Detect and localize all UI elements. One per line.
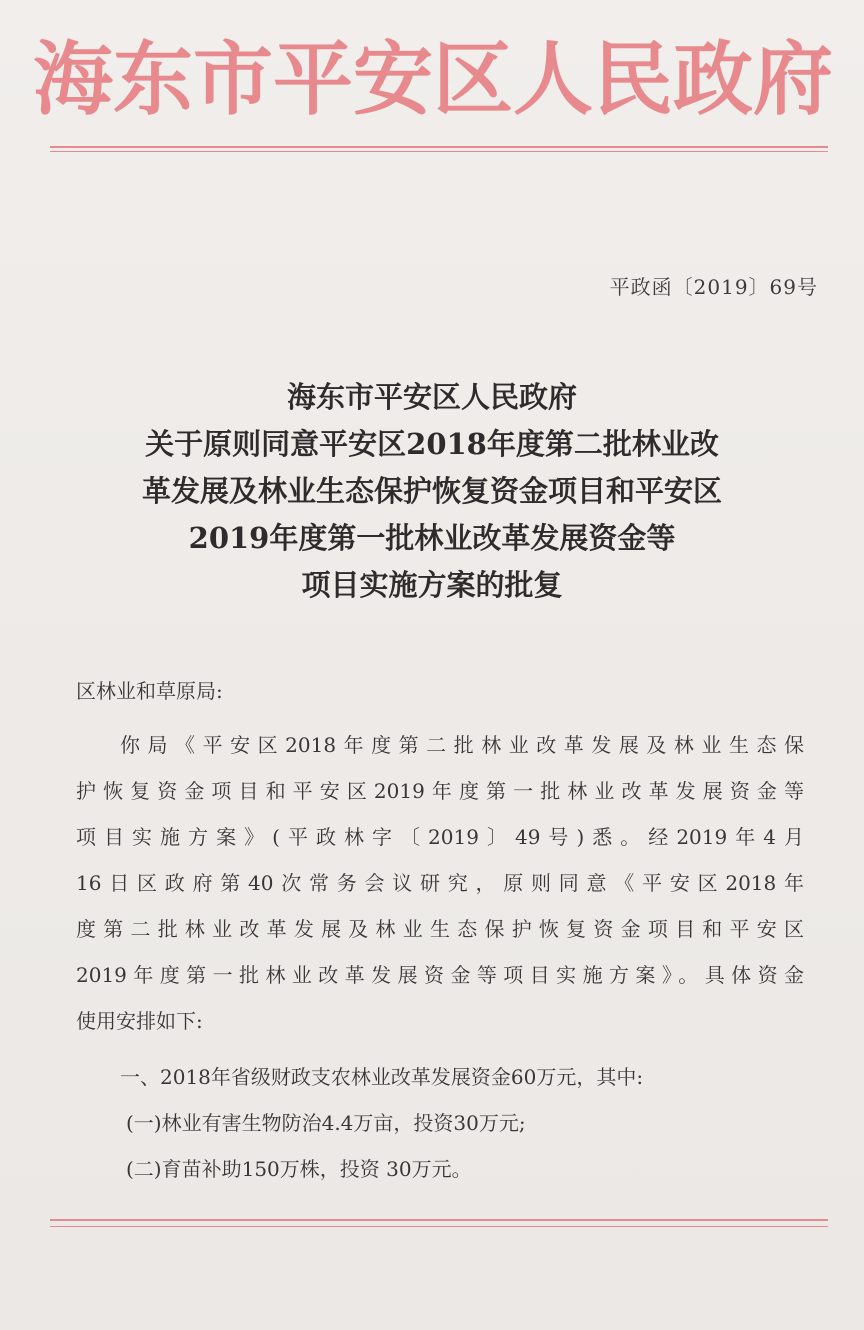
body-line: 项目实施方案》(平政林字〔2019〕49号)悉。经2019年4月	[76, 825, 804, 849]
body-line: 你局《平安区2018年度第二批林业改革发展及林业生态保	[120, 733, 804, 757]
title-line: 关于原则同意平安区2018年度第二批林业改	[145, 427, 719, 461]
title-line: 2019年度第一批林业改革发展资金等	[188, 521, 676, 555]
funding-item-list	[76, 1054, 804, 1192]
body-line: 16日区政府第40次常务会议研究，原则同意《平安区2018年	[76, 871, 804, 895]
title-line: 革发展及林业生态保护恢复资金项目和平安区	[141, 474, 722, 508]
body-line: 护恢复资金项目和平安区2019年度第一批林业改革发展资金等	[76, 779, 804, 803]
footer-rule-thin	[50, 1226, 828, 1227]
funding-item: 一、2018年省级财政支农林业改革发展资金60万元，其中:	[120, 1065, 644, 1089]
body-line: 2019年度第一批林业改革发展资金等项目实施方案》。具体资金	[76, 963, 804, 987]
footer-rule-thick	[50, 1219, 828, 1221]
addressee: 区林业和草原局:	[76, 679, 223, 703]
title-line: 项目实施方案的批复	[301, 568, 563, 602]
body-line: 使用安排如下:	[76, 1009, 203, 1033]
title-line: 海东市平安区人民政府	[286, 380, 577, 414]
document-title	[40, 374, 824, 609]
header-rule-thick	[50, 146, 828, 148]
funding-subitem: (一)林业有害生物防治4.4万亩，投资30万元;	[126, 1111, 526, 1135]
issuer-banner: 海东市平安区人民政府	[33, 33, 833, 126]
document-number: 平政函〔2019〕69号	[609, 275, 818, 299]
header-rule-thin	[50, 151, 828, 152]
body-line: 度第二批林业改革发展及林业生态保护恢复资金项目和平安区	[76, 917, 804, 941]
funding-subitem: (二)育苗补助150万株，投资 30万元。	[126, 1157, 472, 1181]
body-paragraph	[76, 722, 804, 1044]
